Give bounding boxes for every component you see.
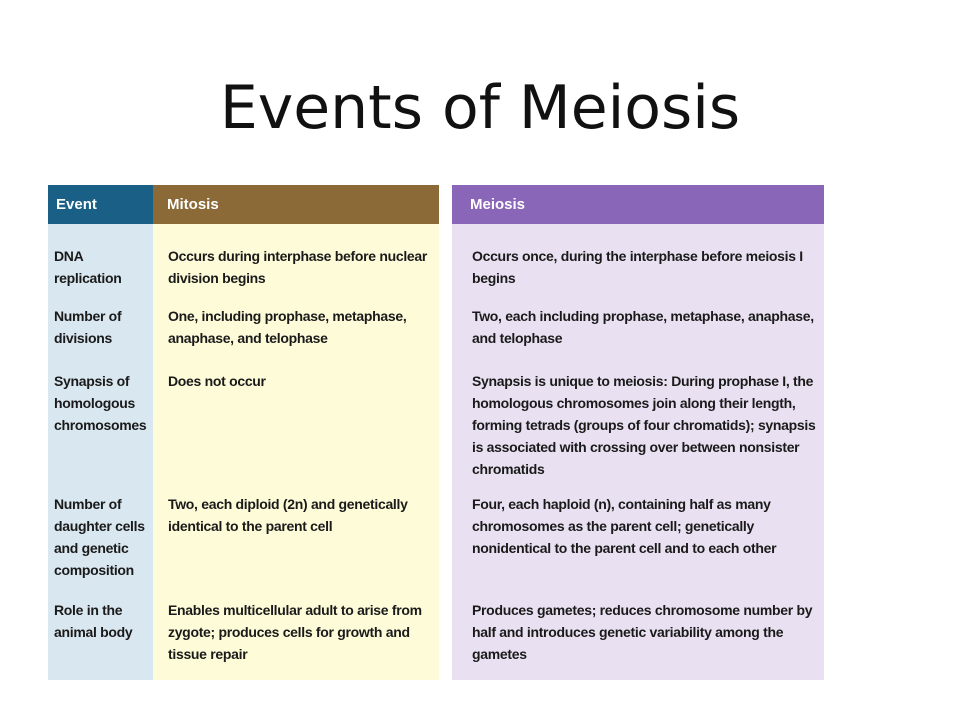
meiosis-cell: Synapsis is unique to meiosis: During prophase I, the homologous chromosomes join along their length, forming tetrads (groups of four chromatids); synapsis is associated with crossing over between nonsister chromatids <box>472 373 816 477</box>
header-meiosis: Meiosis <box>452 185 824 224</box>
header-event: Event <box>48 185 153 224</box>
event-cell: DNA replication <box>54 248 122 286</box>
mitosis-cell: One, including prophase, metaphase, anaphase, and telophase <box>168 308 407 346</box>
column-gap <box>439 185 452 680</box>
meiosis-cell: Two, each including prophase, metaphase, anaphase, and telophase <box>472 308 814 346</box>
mitosis-cell: Does not occur <box>168 373 266 389</box>
mitosis-cell: Occurs during interphase before nuclear division begins <box>168 248 428 286</box>
event-cell: Number of daughter cells and genetic composition <box>54 496 145 578</box>
event-cell: Synapsis of homologous chromosomes <box>54 373 147 433</box>
meiosis-cell: Occurs once, during the interphase before meiosis I begins <box>472 248 803 286</box>
event-cell: Number of divisions <box>54 308 122 346</box>
mitosis-cell: Enables multicellular adult to arise from zygote; produces cells for growth and tissue repair <box>168 602 422 662</box>
header-mitosis: Mitosis <box>153 185 439 224</box>
event-cell: Role in the animal body <box>54 602 133 640</box>
meiosis-cell: Four, each haploid (n), containing half as many chromosomes as the parent cell; genetically nonidentical to the parent cell and to each other <box>472 496 777 556</box>
comparison-table <box>48 185 824 680</box>
meiosis-cell: Produces gametes; reduces chromosome number by half and introduces genetic variability among the gametes <box>472 602 813 662</box>
mitosis-cell: Two, each diploid (2n) and genetically identical to the parent cell <box>168 496 408 534</box>
slide-title: Events of Meiosis <box>219 73 741 143</box>
